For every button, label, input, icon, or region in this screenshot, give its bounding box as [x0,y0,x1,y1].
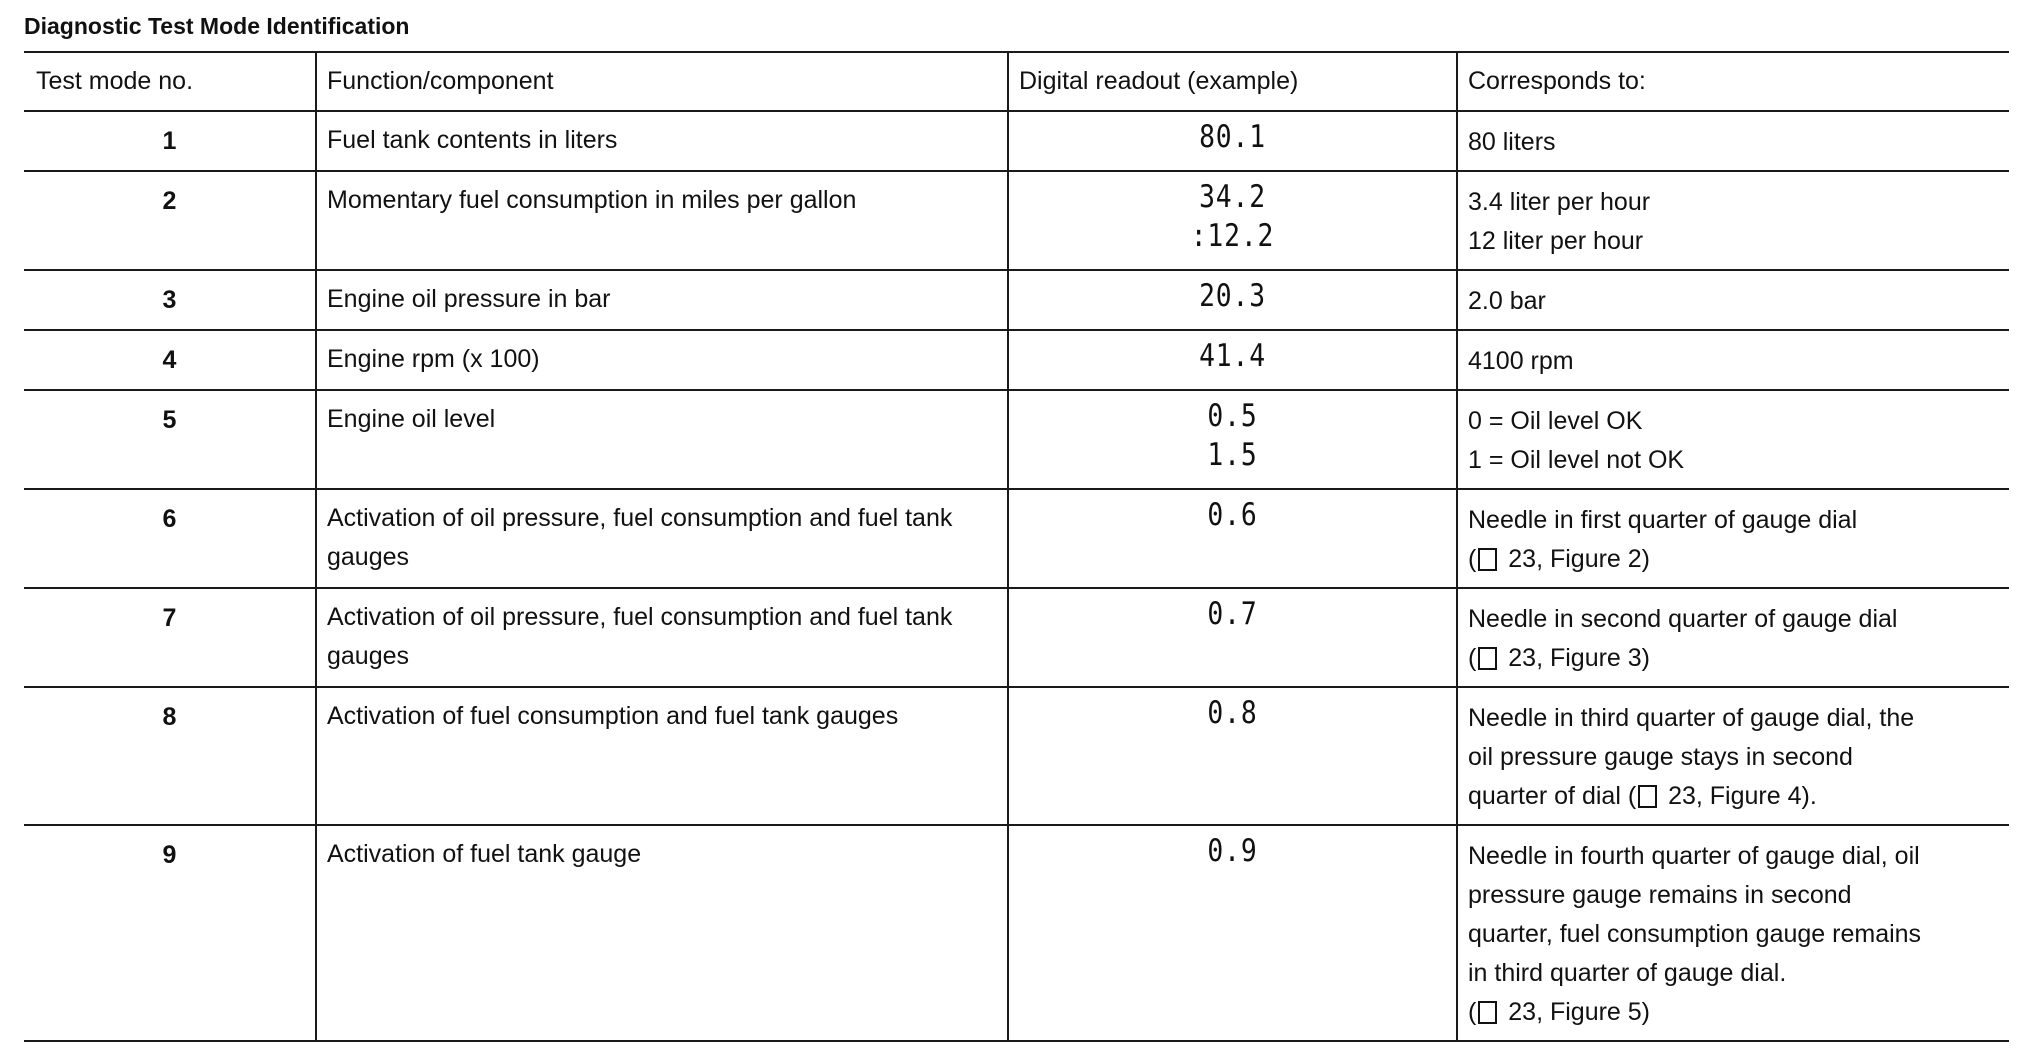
test-mode-number: 5 [24,390,316,489]
reference-suffix: 23, Figure 5) [1501,998,1651,1026]
function-component: Momentary fuel consumption in miles per gallon [316,171,1008,270]
corresponds-line: 0 = Oil level OK [1468,407,1643,435]
corresponds-line [1468,993,1999,1032]
corresponds-line: oil pressure gauge stays in second [1468,743,1853,771]
digital-readout-value: :12.2 [1190,218,1275,254]
corresponds-line [1468,639,1999,678]
test-mode-number: 8 [24,687,316,825]
table-row [24,390,2009,489]
digital-readout-cell [1008,171,1457,270]
page-title: Diagnostic Test Mode Identification [24,13,410,39]
corresponds-cell [1457,111,2009,171]
corresponds-line: Needle in first quarter of gauge dial [1468,506,1858,534]
header-corresponds: Corresponds to: [1457,52,2009,111]
test-mode-number: 2 [24,171,316,270]
corresponds-line: 3.4 liter per hour [1468,188,1651,216]
table-row [24,687,2009,825]
digital-readout-value: 20.3 [1199,278,1266,314]
test-mode-number: 9 [24,825,316,1041]
test-mode-number: 7 [24,588,316,687]
function-component: Engine rpm (x 100) [316,330,1008,390]
table-body [24,111,2009,1041]
digital-readout-value: 0.9 [1207,833,1258,869]
corresponds-line: 2.0 bar [1468,287,1546,315]
digital-readout-cell [1008,390,1457,489]
reference-prefix: quarter of dial ( [1468,782,1637,810]
table-row [24,330,2009,390]
digital-readout-value: 0.6 [1207,497,1258,533]
reference-prefix: ( [1468,998,1477,1026]
digital-readout-value: 41.4 [1199,338,1266,374]
book-reference-icon [1478,548,1497,571]
test-mode-number: 4 [24,330,316,390]
reference-suffix: 23, Figure 4). [1661,782,1817,810]
digital-readout-cell [1008,489,1457,588]
function-component: Activation of fuel tank gauge [316,825,1008,1041]
book-reference-icon [1638,785,1657,808]
table-row [24,270,2009,330]
book-reference-icon [1478,647,1497,670]
table-row [24,171,2009,270]
digital-readout-cell [1008,687,1457,825]
function-component: Activation of oil pressure, fuel consumption and fuel tank gauges [316,489,1008,588]
header-test-mode: Test mode no. [24,52,316,111]
function-component: Engine oil level [316,390,1008,489]
digital-readout-cell [1008,111,1457,171]
digital-readout-value: 0.5 [1207,398,1258,434]
table-row [24,588,2009,687]
diagnostic-table [24,51,2009,1042]
corresponds-cell [1457,489,2009,588]
test-mode-number: 3 [24,270,316,330]
corresponds-cell [1457,588,2009,687]
corresponds-line: quarter, fuel consumption gauge remains [1468,920,1922,948]
function-component: Fuel tank contents in liters [316,111,1008,171]
corresponds-line: 80 liters [1468,128,1556,156]
function-component: Activation of fuel consumption and fuel tank gauges [316,687,1008,825]
header-function: Function/component [316,52,1008,111]
table-row [24,825,2009,1041]
header-readout: Digital readout (example) [1008,52,1457,111]
reference-suffix: 23, Figure 3) [1501,644,1651,672]
corresponds-line: Needle in fourth quarter of gauge dial, oil [1468,842,1920,870]
book-reference-icon [1478,1001,1497,1024]
corresponds-cell [1457,270,2009,330]
digital-readout-value: 0.7 [1207,596,1258,632]
digital-readout-value: 34.2 [1199,179,1266,215]
corresponds-line: Needle in third quarter of gauge dial, the [1468,704,1915,732]
table-header-row [24,52,2009,111]
table-row [24,111,2009,171]
digital-readout-cell [1008,825,1457,1041]
corresponds-line: 12 liter per hour [1468,227,1644,255]
corresponds-line [1468,777,1999,816]
table-row [24,489,2009,588]
corresponds-line [1468,540,1999,579]
test-mode-number: 1 [24,111,316,171]
corresponds-line: 4100 rpm [1468,347,1574,375]
corresponds-cell [1457,687,2009,825]
corresponds-cell [1457,825,2009,1041]
digital-readout-cell [1008,270,1457,330]
corresponds-line: in third quarter of gauge dial. [1468,959,1787,987]
digital-readout-value: 0.8 [1207,695,1258,731]
corresponds-cell [1457,330,2009,390]
test-mode-number: 6 [24,489,316,588]
function-component: Engine oil pressure in bar [316,270,1008,330]
corresponds-line: 1 = Oil level not OK [1468,446,1685,474]
function-component: Activation of oil pressure, fuel consumption and fuel tank gauges [316,588,1008,687]
digital-readout-value: 1.5 [1207,437,1258,473]
reference-prefix: ( [1468,545,1477,573]
corresponds-line: pressure gauge remains in second [1468,881,1852,909]
corresponds-cell [1457,171,2009,270]
digital-readout-cell [1008,588,1457,687]
corresponds-line: Needle in second quarter of gauge dial [1468,605,1898,633]
corresponds-cell [1457,390,2009,489]
digital-readout-cell [1008,330,1457,390]
digital-readout-value: 80.1 [1199,119,1266,155]
reference-prefix: ( [1468,644,1477,672]
reference-suffix: 23, Figure 2) [1501,545,1651,573]
